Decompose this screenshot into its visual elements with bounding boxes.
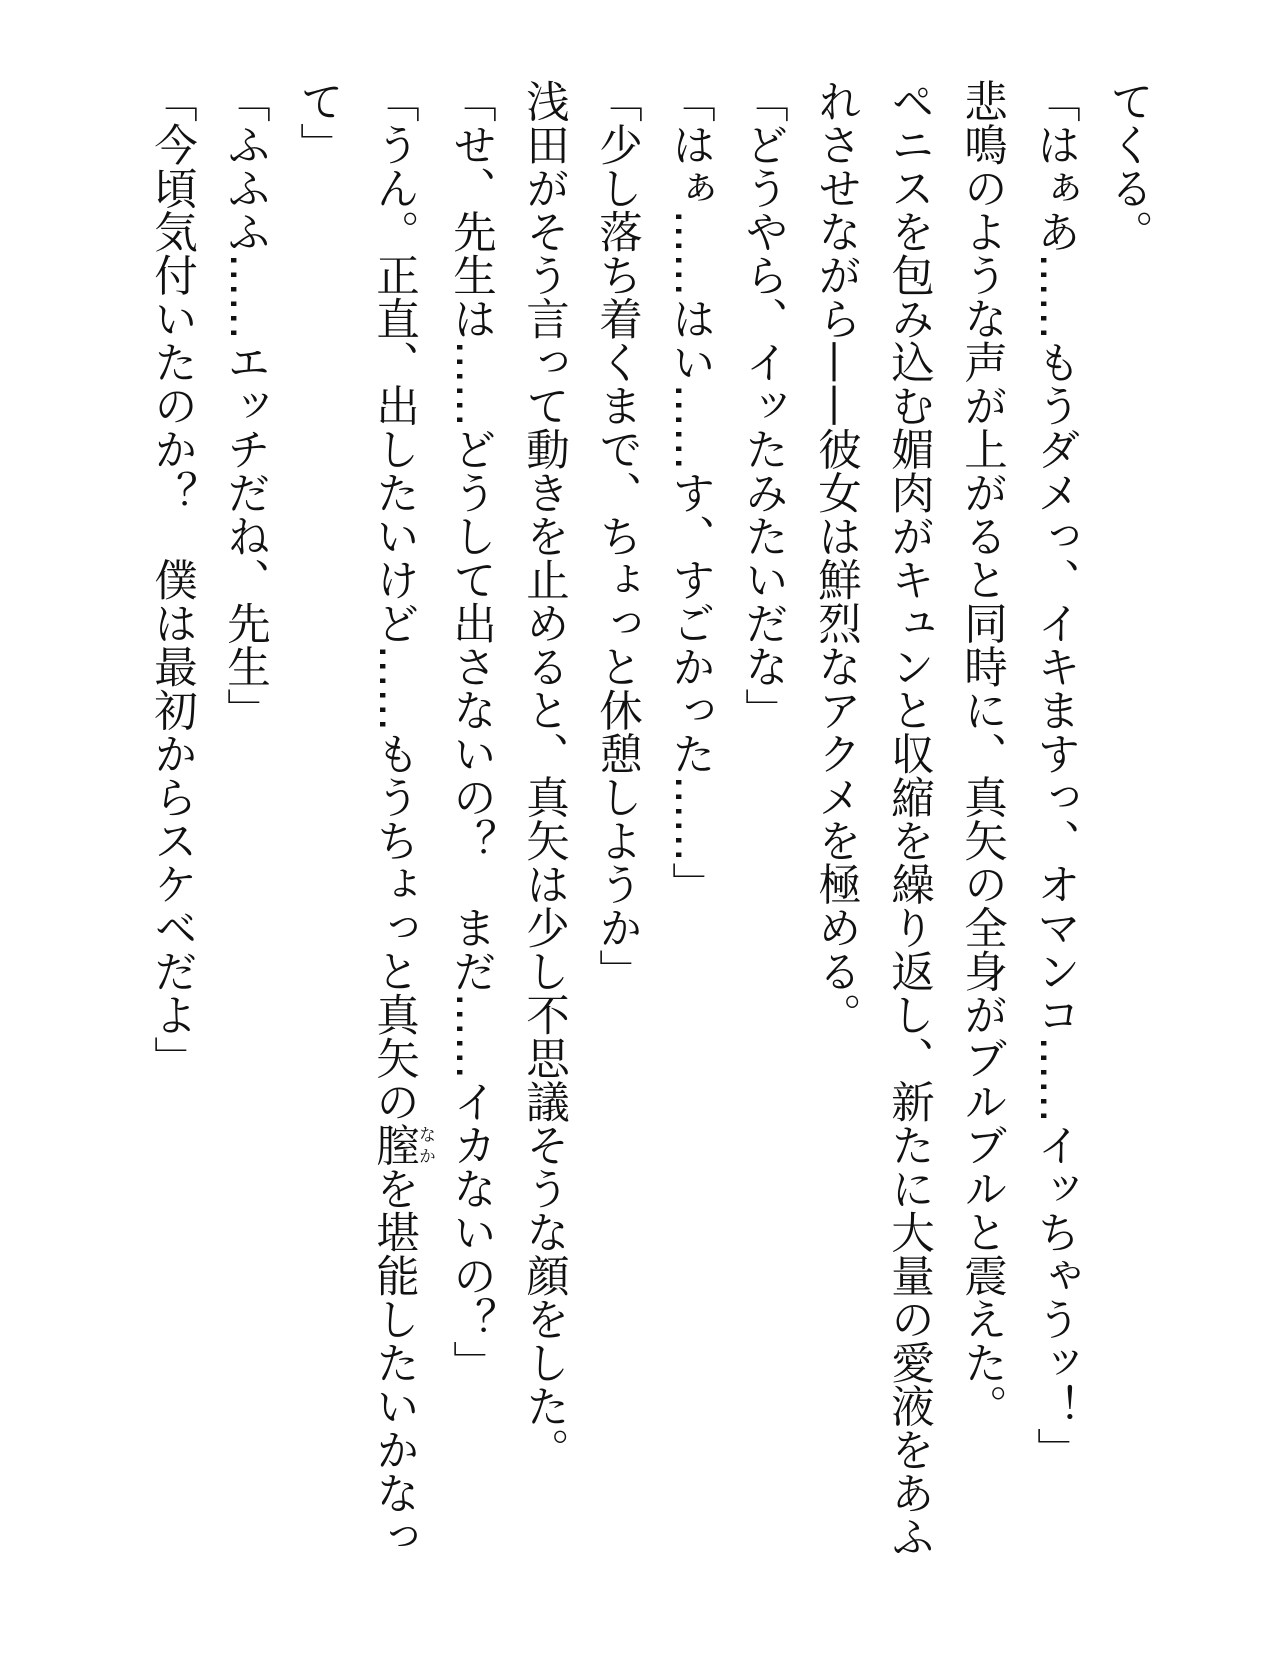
text-line: 「ふふふ……エッチだね、先生」 (220, 79, 270, 732)
ruby-base: 膣 (369, 1123, 419, 1167)
text-line: 「今頃気付いたのか？ 僕は最初からスケベだよ」 (147, 79, 197, 1080)
ruby-line-after: を堪能したいかなっ (369, 1166, 419, 1558)
text-line-with-ruby (354, 79, 434, 1609)
text-line: 「はぁ……はい……す、すごかった……」 (665, 79, 715, 906)
vertical-text-body (135, 79, 1164, 1609)
text-line: 「少し落ち着くまで、ちょっと休憩しようか」 (592, 79, 642, 993)
ruby-line-before: 「うん。正直、出したいけど……もうちょっと真矢の (369, 79, 419, 1123)
text-line: 「どうやら、イッたみたいだな」 (738, 79, 788, 732)
text-line: れさせながら——彼女は鮮烈なアクメを極める。 (811, 79, 861, 1036)
ruby-annotation (369, 1123, 435, 1167)
text-line: 「はぁあ……もうダメっ、イキますっ、オマンコ……イッちゃうッ！」 (1030, 79, 1080, 1471)
text-line: てくる。 (1103, 79, 1153, 253)
text-line: 浅田がそう言って動きを止めると、真矢は少し不思議そうな顔をした。 (519, 79, 569, 1471)
text-line: 悲鳴のような声が上がると同時に、真矢の全身がブルブルと震えた。 (957, 79, 1007, 1428)
text-line: 「せ、先生は……どうして出さないの？ まだ……イカないの？」 (446, 79, 496, 1384)
text-line: ペニスを包み込む媚肉がキュンと収縮を繰り返し、新たに大量の愛液をあふ (884, 79, 934, 1558)
text-line: て」 (293, 79, 343, 166)
ruby-reading: なか (415, 1123, 435, 1167)
